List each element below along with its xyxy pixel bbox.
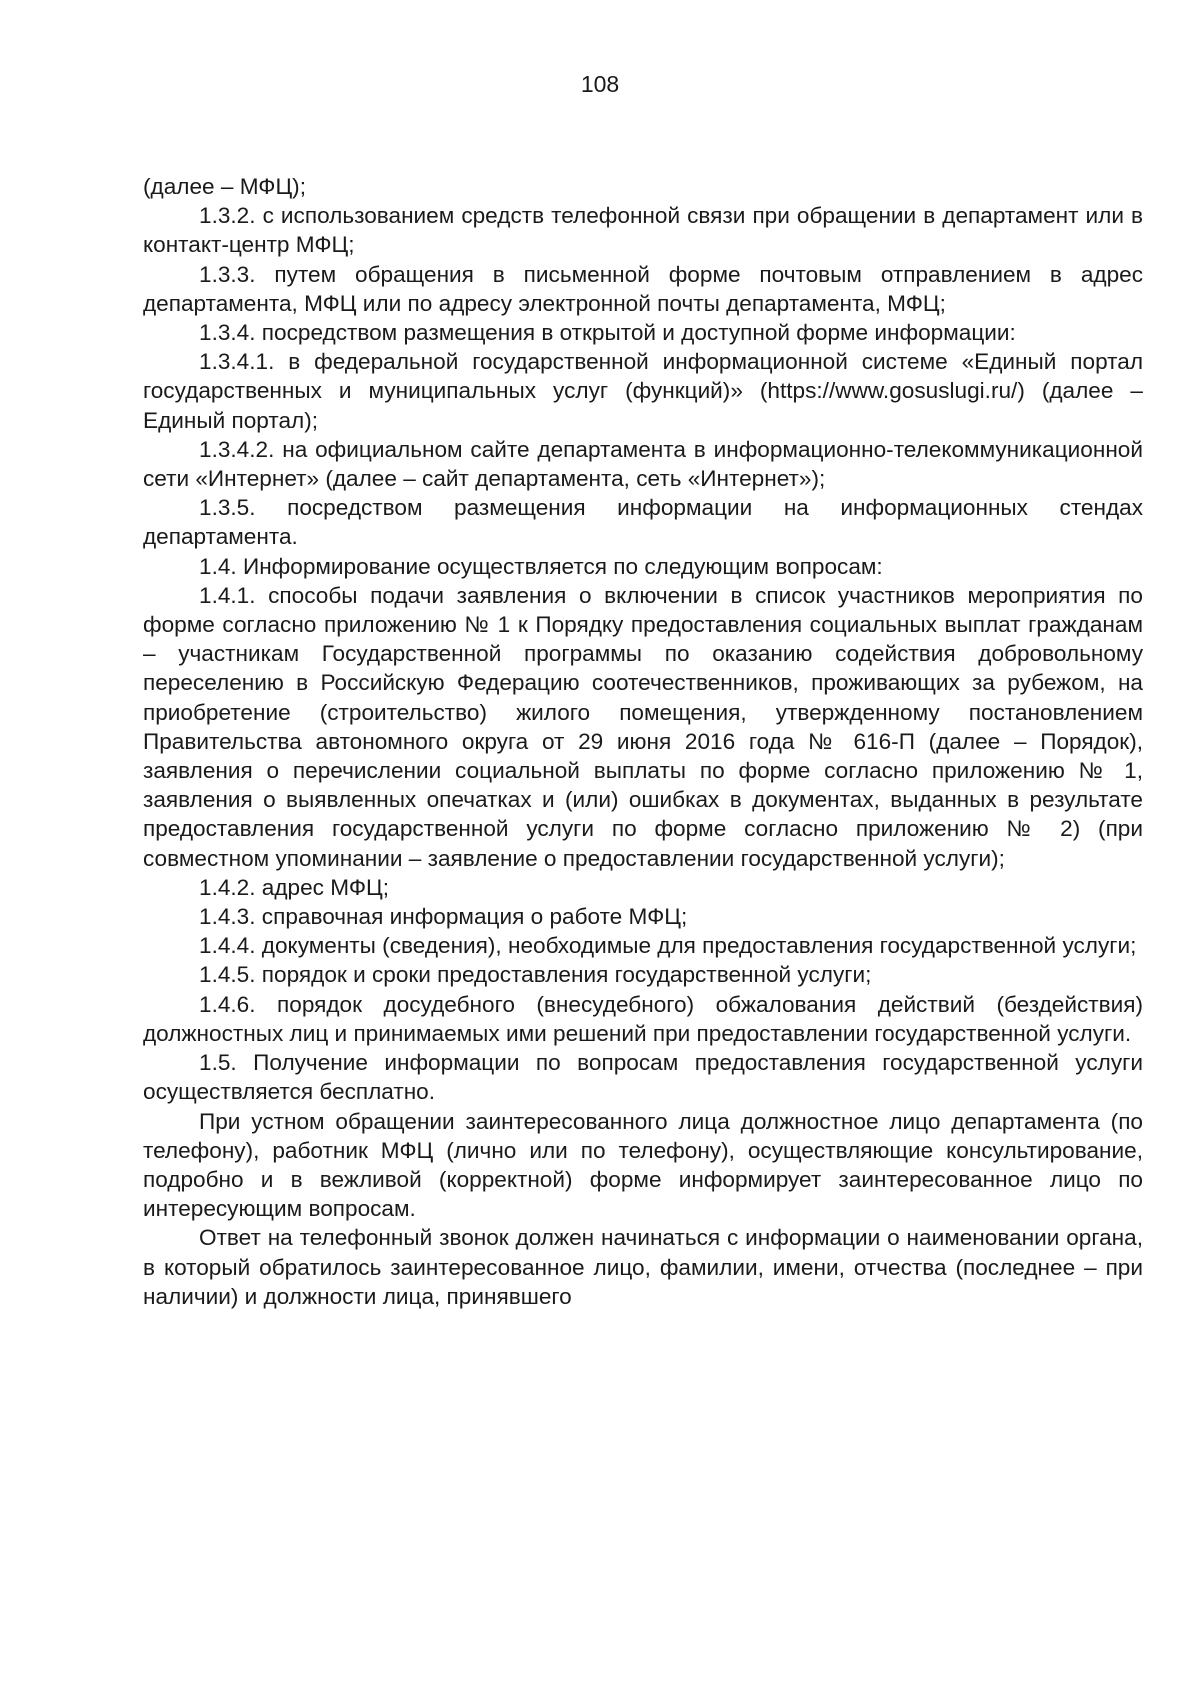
paragraph-1-3-3: 1.3.3. путем обращения в письменной форме почтовым отправлением в адрес департамента, МФЦ или по адресу электронной почты департамента, МФЦ; xyxy=(143,261,1143,316)
paragraph-continuation: (далее – МФЦ); xyxy=(143,174,306,199)
paragraph-1-4-5: 1.4.5. порядок и сроки предоставления государственной услуги; xyxy=(199,962,872,988)
paragraph-1-4-2: 1.4.2. адрес МФЦ; xyxy=(199,874,389,900)
paragraph-1-5: 1.5. Получение информации по вопросам предоставления государственной услуги осуществляется бесплатно. xyxy=(143,1050,1143,1105)
paragraph-1-3-4-2: 1.3.4.2. на официальном сайте департамента в информационно-телекоммуникационной сети «Интернет» (далее – сайт департамента, сеть «Интернет»); xyxy=(143,436,1143,492)
paragraph-1-3-4-1: 1.3.4.1. в федеральной государственной информационной системе «Единый портал государственных и муниципальных услуг (функций)» (https://www.gosuslugi.ru/) (далее – Единый портал); xyxy=(143,349,1143,433)
paragraph-1-3-4: 1.3.4. посредством размещения в открытой и доступной форме информации: xyxy=(199,320,1016,346)
page-number: 108 xyxy=(580,71,620,97)
paragraph-1-4-4: 1.4.4. документы (сведения), необходимые для предоставления государственной услуги; xyxy=(199,933,1137,959)
paragraph-oral-inquiry: При устном обращении заинтересованного лица должностное лицо департамента (по телефону), работник МФЦ (лично или по телефону), осуществляющие консультирование, подробно и в вежливой (корректной) форме информирует заинтересованное лицо по интересующим вопросам. xyxy=(143,1108,1143,1222)
paragraph-1-4-6: 1.4.6. порядок досудебного (внесудебного) обжалования действий (бездействия) должностных лиц и принимаемых ими решений при предоставлении государственной услуги. xyxy=(143,991,1143,1046)
document-body xyxy=(143,172,1143,1311)
paragraph-1-4-3: 1.4.3. справочная информация о работе МФЦ; xyxy=(199,904,688,930)
paragraph-1-3-2: 1.3.2. с использованием средств телефонной связи при обращении в департамент или в контакт-центр МФЦ; xyxy=(143,203,1143,258)
paragraph-1-4: 1.4. Информирование осуществляется по следующим вопросам: xyxy=(199,553,883,579)
paragraph-phone-answer: Ответ на телефонный звонок должен начинаться с информации о наименовании органа, в который обратилось заинтересованное лицо, фамилии, имени, отчества (последнее – при наличии) и должности лица, принявшего xyxy=(143,1225,1143,1309)
paragraph-1-3-5: 1.3.5. посредством размещения информации на информационных стендах департамента. xyxy=(143,495,1143,550)
paragraph-1-4-1: 1.4.1. способы подачи заявления о включении в список участников мероприятия по форме согласно приложению № 1 к Порядку предоставления социальных выплат гражданам – участникам Государственной программы по оказанию содействия добровольному переселению в Российскую Федерацию соотечественников, проживающих за рубежом, на приобретение (строительство) жилого помещения, утвержденному постановлением Правительства автономного округа от 29 июня 2016 года № 616-П (далее – Порядок), заявления о перечислении социальной выплаты по форме согласно приложению № 1, заявления о выявленных опечатках и (или) ошибках в документах, выданных в результате предоставления государственной услуги по форме согласно приложению № 2) (при совместном упоминании – заявление о предоставлении государственной услуги); xyxy=(143,582,1143,871)
